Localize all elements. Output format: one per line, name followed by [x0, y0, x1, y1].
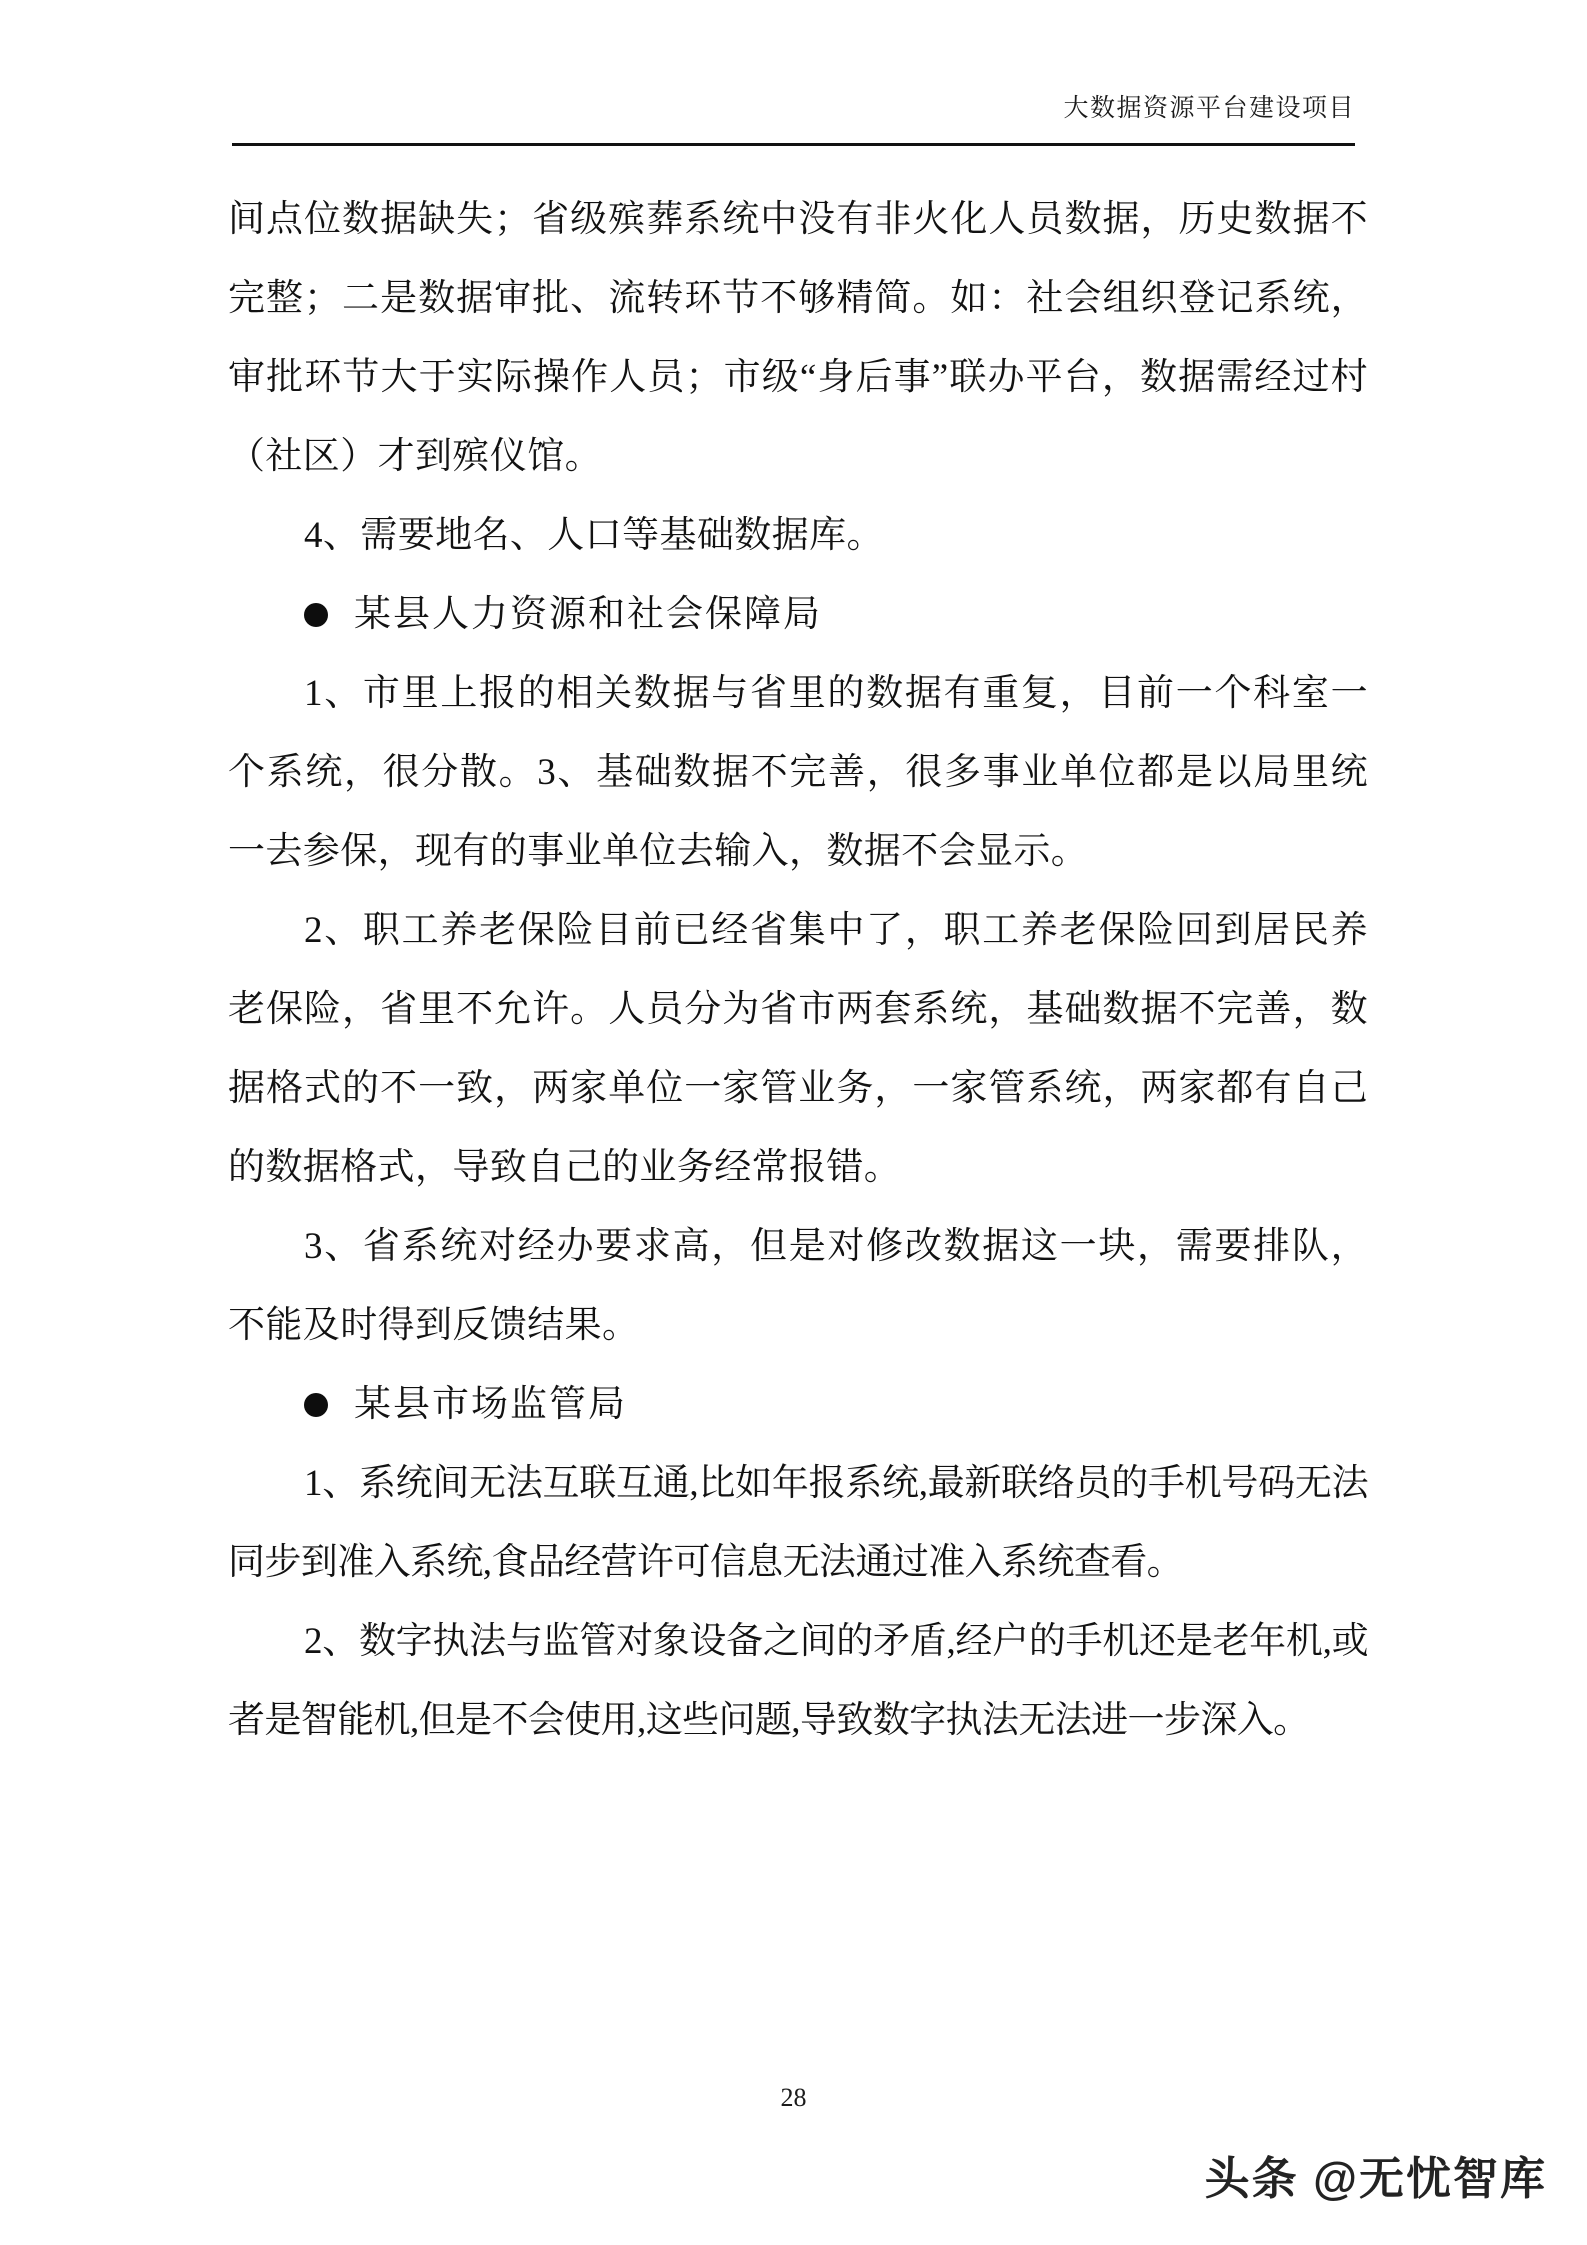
- watermark: 头条 @无忧智库: [1204, 2153, 1547, 2204]
- page-header: [232, 96, 1355, 154]
- bullet-heading-samr: [228, 1365, 1368, 1444]
- paragraph-item-4: 4、需要地名、人口等基础数据库。: [304, 515, 884, 556]
- bullet-heading-samr-label: 某县市场监管局: [354, 1384, 627, 1425]
- paragraph-continuation: 间点位数据缺失；省级殡葬系统中没有非火化人员数据，历史数据不完整；二是数据审批、流转环节不够精简。如：社会组织登记系统，审批环节大于实际操作人员；市级“身后事”联办平台，数据需经过村（社区）才到殡仪馆。: [228, 199, 1368, 477]
- bullet-heading-hrss-label: 某县人力资源和社会保障局: [354, 594, 822, 635]
- paragraph-hrss-1: 1、市里上报的相关数据与省里的数据有重复，目前一个科室一个系统，很分散。3、基础数据不完善，很多事业单位都是以局里统一去参保，现有的事业单位去输入，数据不会显示。: [228, 673, 1368, 872]
- paragraph-hrss-2: 2、职工养老保险目前已经省集中了，职工养老保险回到居民养老保险，省里不允许。人员分为省市两套系统，基础数据不完善，数据格式的不一致，两家单位一家管业务，一家管系统，两家都有自己的数据格式，导致自己的业务经常报错。: [228, 910, 1368, 1188]
- page-number: 28: [780, 2083, 807, 2112]
- paragraph-hrss-3: 3、省系统对经办要求高，但是对修改数据这一块，需要排队，不能及时得到反馈结果。: [228, 1226, 1368, 1346]
- header-divider: [232, 143, 1355, 146]
- paragraph-samr-1: 1、系统间无法互联互通,比如年报系统,最新联络员的手机号码无法同步到准入系统,食品经营许可信息无法通过准入系统查看。: [228, 1463, 1368, 1583]
- document-body: [228, 180, 1368, 1760]
- paragraph-samr-2: 2、数字执法与监管对象设备之间的矛盾,经户的手机还是老年机,或者是智能机,但是不会使用,这些问题,导致数字执法无法进一步深入。: [228, 1621, 1368, 1741]
- bullet-dot-icon: [304, 1393, 328, 1417]
- header-title: 大数据资源平台建设项目: [1063, 95, 1355, 122]
- bullet-heading-hrss: [228, 575, 1368, 654]
- bullet-dot-icon: [304, 603, 328, 627]
